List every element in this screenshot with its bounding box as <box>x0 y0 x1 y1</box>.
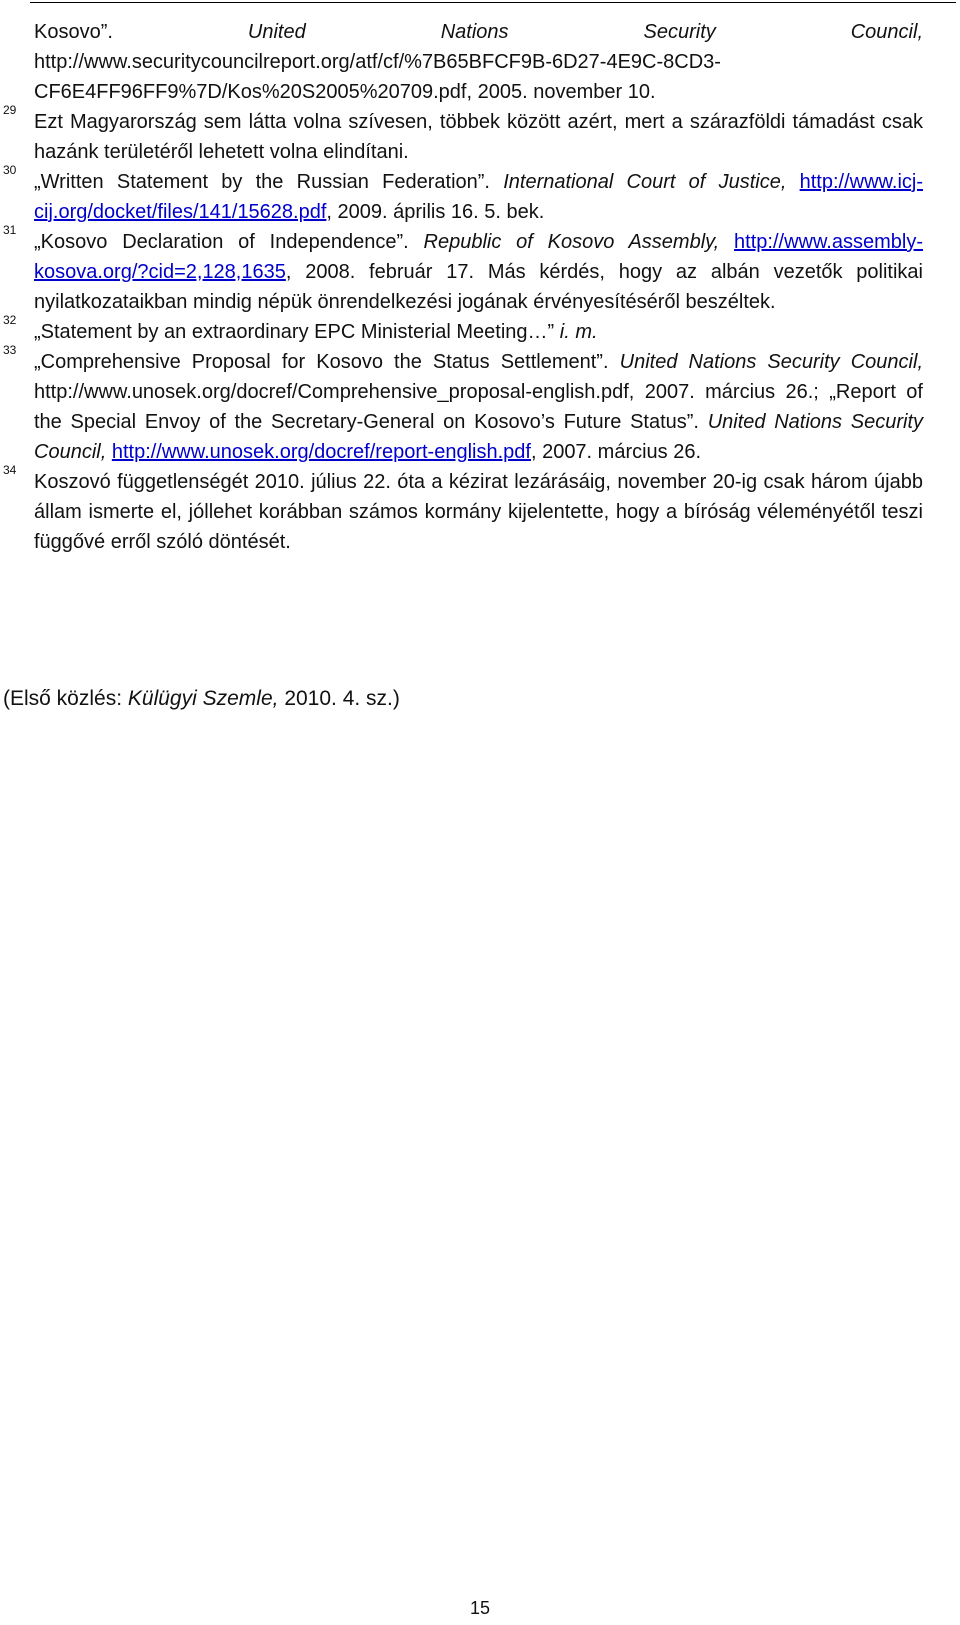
footnote-link[interactable]: http://www.unosek.org/docref/report-english.pdf <box>111 441 531 463</box>
footnote-source: Republic of Kosovo Assembly, <box>423 231 720 253</box>
footnote-29 <box>0 103 923 167</box>
footnote-continuation-date: 2005. november 10. <box>477 81 656 103</box>
footnote-source-2: United Nations Security Council, <box>34 411 924 463</box>
footnote-text <box>34 317 923 347</box>
footnote-continuation-org: United Nations Security Council, <box>247 21 923 43</box>
footnote-url: http://www.unosek.org/docref/Comprehensive_proposal-english.pdf, 2007. március 26.; <box>34 381 819 403</box>
footnote-text <box>34 227 923 317</box>
first-publication-journal: Külügyi Szemle, <box>127 687 279 710</box>
footnote-continuation <box>0 17 923 107</box>
first-publication-prefix: (Első közlés: <box>3 687 123 710</box>
footnote-after-link: , 2008. február 17. Más kérdés, hogy az albán vezetők politikai nyilatkozataikban mindig népük önrendelkezési jogának érvényesítéséről beszéltek. <box>34 261 923 313</box>
footnote-link[interactable]: http://www.icj-cij.org/docket/files/141/15628.pdf <box>34 171 923 223</box>
footnote-title-2: „Report of the Special Envoy of the Secretary-General on Kosovo’s Future Status”. <box>34 381 923 433</box>
footnote-separator-line <box>30 2 956 3</box>
footnote-source: i. m. <box>559 321 598 343</box>
first-publication-note <box>3 684 400 714</box>
footnote-continuation-text <box>34 17 923 107</box>
footnote-link[interactable]: http://www.assembly-kosova.org/?cid=2,128,1635 <box>34 231 923 283</box>
footnotes-section <box>0 17 960 557</box>
footnote-text: Ezt Magyarország sem látta volna szívesen, többek között azért, mert a szárazföldi támadást csak hazánk területéről lehetett volna elindítani. <box>34 111 923 163</box>
footnote-32 <box>0 313 923 347</box>
footnote-number: 33 <box>3 343 17 357</box>
footnote-number: 31 <box>3 223 17 237</box>
footnote-number: 34 <box>3 463 17 477</box>
footnote-continuation-url-2: CF6E4FF96FF9%7D/Kos%20S2005%20709.pdf, <box>34 81 473 103</box>
footnote-34 <box>0 463 923 557</box>
page-number: 15 <box>469 1598 491 1618</box>
footnote-number: 32 <box>3 313 17 327</box>
footnote-33 <box>0 343 924 467</box>
footnote-text <box>34 347 923 467</box>
footnote-source: United Nations Security Council, <box>619 351 923 373</box>
footnote-number: 29 <box>3 103 17 117</box>
footnote-source: International Court of Justice, <box>503 171 787 193</box>
footnote-continuation-url-1: http://www.securitycouncilreport.org/atf/cf/%7B65BFCF9B-6D27-4E9C-8CD3- <box>34 51 721 73</box>
footnote-title: „Kosovo Declaration of Independence”. <box>34 231 409 253</box>
footnote-continuation-quote: Kosovo”. <box>34 21 113 43</box>
footnote-title: „Written Statement by the Russian Federation”. <box>34 171 490 193</box>
footnote-number: 30 <box>3 163 17 177</box>
first-publication-details: 2010. 4. sz.) <box>284 687 400 710</box>
footnote-30 <box>0 163 923 227</box>
footnote-after-link: , 2007. március 26. <box>530 441 702 463</box>
footnote-title: „Comprehensive Proposal for Kosovo the Status Settlement”. <box>34 351 609 373</box>
footnote-after-link: , 2009. április 16. 5. bek. <box>326 201 545 223</box>
footnote-title: „Statement by an extraordinary EPC Ministerial Meeting…” <box>34 321 555 343</box>
footnote-text: Koszovó függetlenségét 2010. július 22. óta a kézirat lezárásáig, november 20-ig csak három újabb állam ismerte el, jóllehet korábban számos kormány kijelentette, hogy a bíróság véleményétől teszi függővé erről szóló döntését. <box>34 471 923 553</box>
footnote-31 <box>0 223 923 317</box>
footnote-text <box>34 167 923 227</box>
